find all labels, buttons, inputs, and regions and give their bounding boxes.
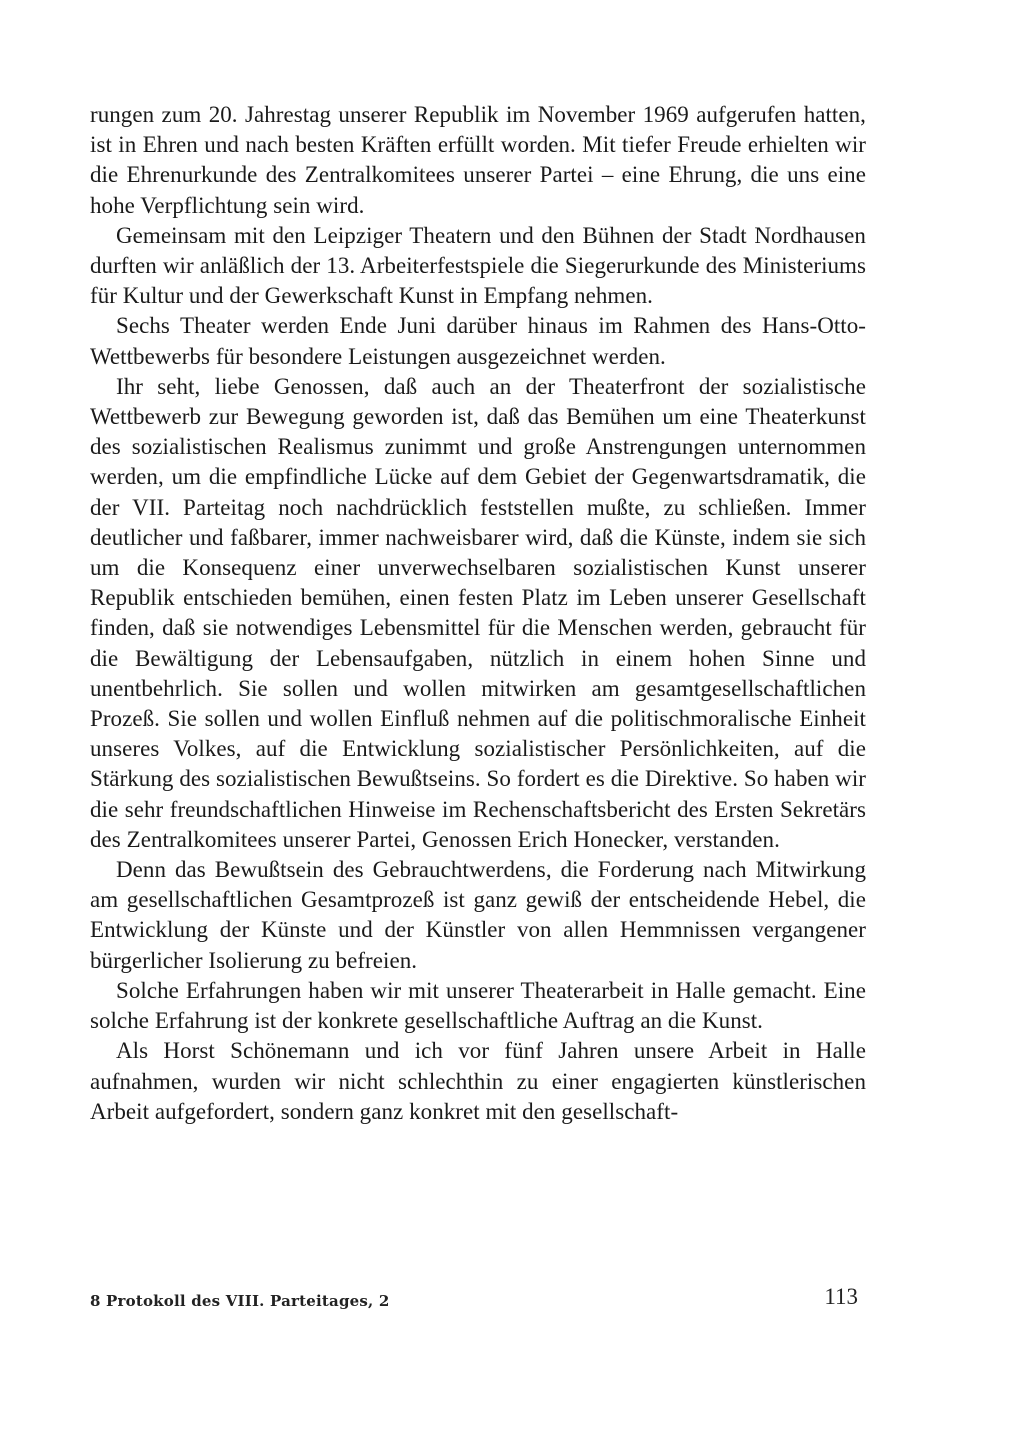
paragraph-6: Solche Erfahrungen haben wir mit unserer Theaterarbeit in Halle gemacht. Eine solche Erfahrung ist der konkrete gesellschaftliche Auftrag an die Kunst. <box>90 977 866 1034</box>
paragraph-7: Als Horst Schönemann und ich vor fünf Jahren unsere Arbeit in Halle aufnahmen, wurden wir nicht schlechthin zu einer engagierten künstlerischen Arbeit aufgefordert, sondern ganz konkret mit den gesellschaft- <box>90 1038 866 1124</box>
body-text <box>90 100 866 1127</box>
paragraph-1: rungen zum 20. Jahrestag unserer Republik im November 1969 aufgerufen hatten, ist in Ehren und nach besten Kräften erfüllt worden. Mit tiefer Freude erhielten wir die Ehrenurkunde des Zentralkomitees unserer Partei – eine Ehrung, die uns eine hohe Verpflichtung sein wird. <box>90 102 866 218</box>
paragraph-4: Ihr seht, liebe Genossen, daß auch an der Theaterfront der sozialistische Wettbewerb zur Bewegung geworden ist, daß das Bemühen um eine Theaterkunst des sozialistischen Realismus zunimmt und große Anstrengungen unternommen werden, um die empfindliche Lücke auf dem Gebiet der Gegenwartsdramatik, die der VII. Parteitag noch nachdrücklich feststellen mußte, zu schließen. Immer deutlicher und faßbarer, immer nachweisbarer wird, daß die Künste, indem sie sich um die Konsequenz einer unverwechselbaren sozialistischen Kunst unserer Republik entschieden bemühen, einen festen Platz im Leben unserer Gesellschaft finden, daß sie notwendiges Lebensmittel für die Menschen werden, gebraucht für die Bewältigung der Lebensaufgaben, nützlich in einem hohen Sinne und unentbehrlich. Sie sollen und wollen mitwirken am gesamtgesellschaftlichen Prozeß. Sie sollen und wollen Einfluß nehmen auf die politischmoralische Einheit unseres Volkes, auf die Entwicklung sozialistischer Persönlichkeiten, auf die Stärkung des sozialistischen Bewußtseins. So fordert es die Direktive. So haben wir die sehr freundschaftlichen Hinweise im Rechenschaftsbericht des Ersten Sekretärs des Zentralkomitees unserer Partei, Genossen Erich Honecker, verstanden. <box>90 373 866 852</box>
paragraph-3: Sechs Theater werden Ende Juni darüber hinaus im Rahmen des Hans-Otto-Wettbewerbs für besondere Leistungen ausgezeichnet werden. <box>90 313 866 369</box>
paragraph-2: Gemeinsam mit den Leipziger Theatern und den Bühnen der Stadt Nordhausen durften wir anläßlich der 13. Arbeiterfestspiele die Siegerurkunde des Ministeriums für Kultur und der Gewerkschaft Kunst in Empfang nehmen. <box>90 222 866 309</box>
page-footer <box>90 1286 866 1316</box>
page-number: 113 <box>824 1284 858 1309</box>
signature-mark: 8 Protokoll des VIII. Parteitages, 2 <box>90 1292 390 1310</box>
paragraph-5: Denn das Bewußtsein des Gebrauchtwerdens, die Forderung nach Mitwirkung am gesellschaftlichen Gesamtprozeß ist ganz gewiß der entscheidende Hebel, die Entwicklung der Künste und der Künstler von allen Hemmnissen vergangener bürgerlicher Isolierung zu befreien. <box>90 857 866 973</box>
